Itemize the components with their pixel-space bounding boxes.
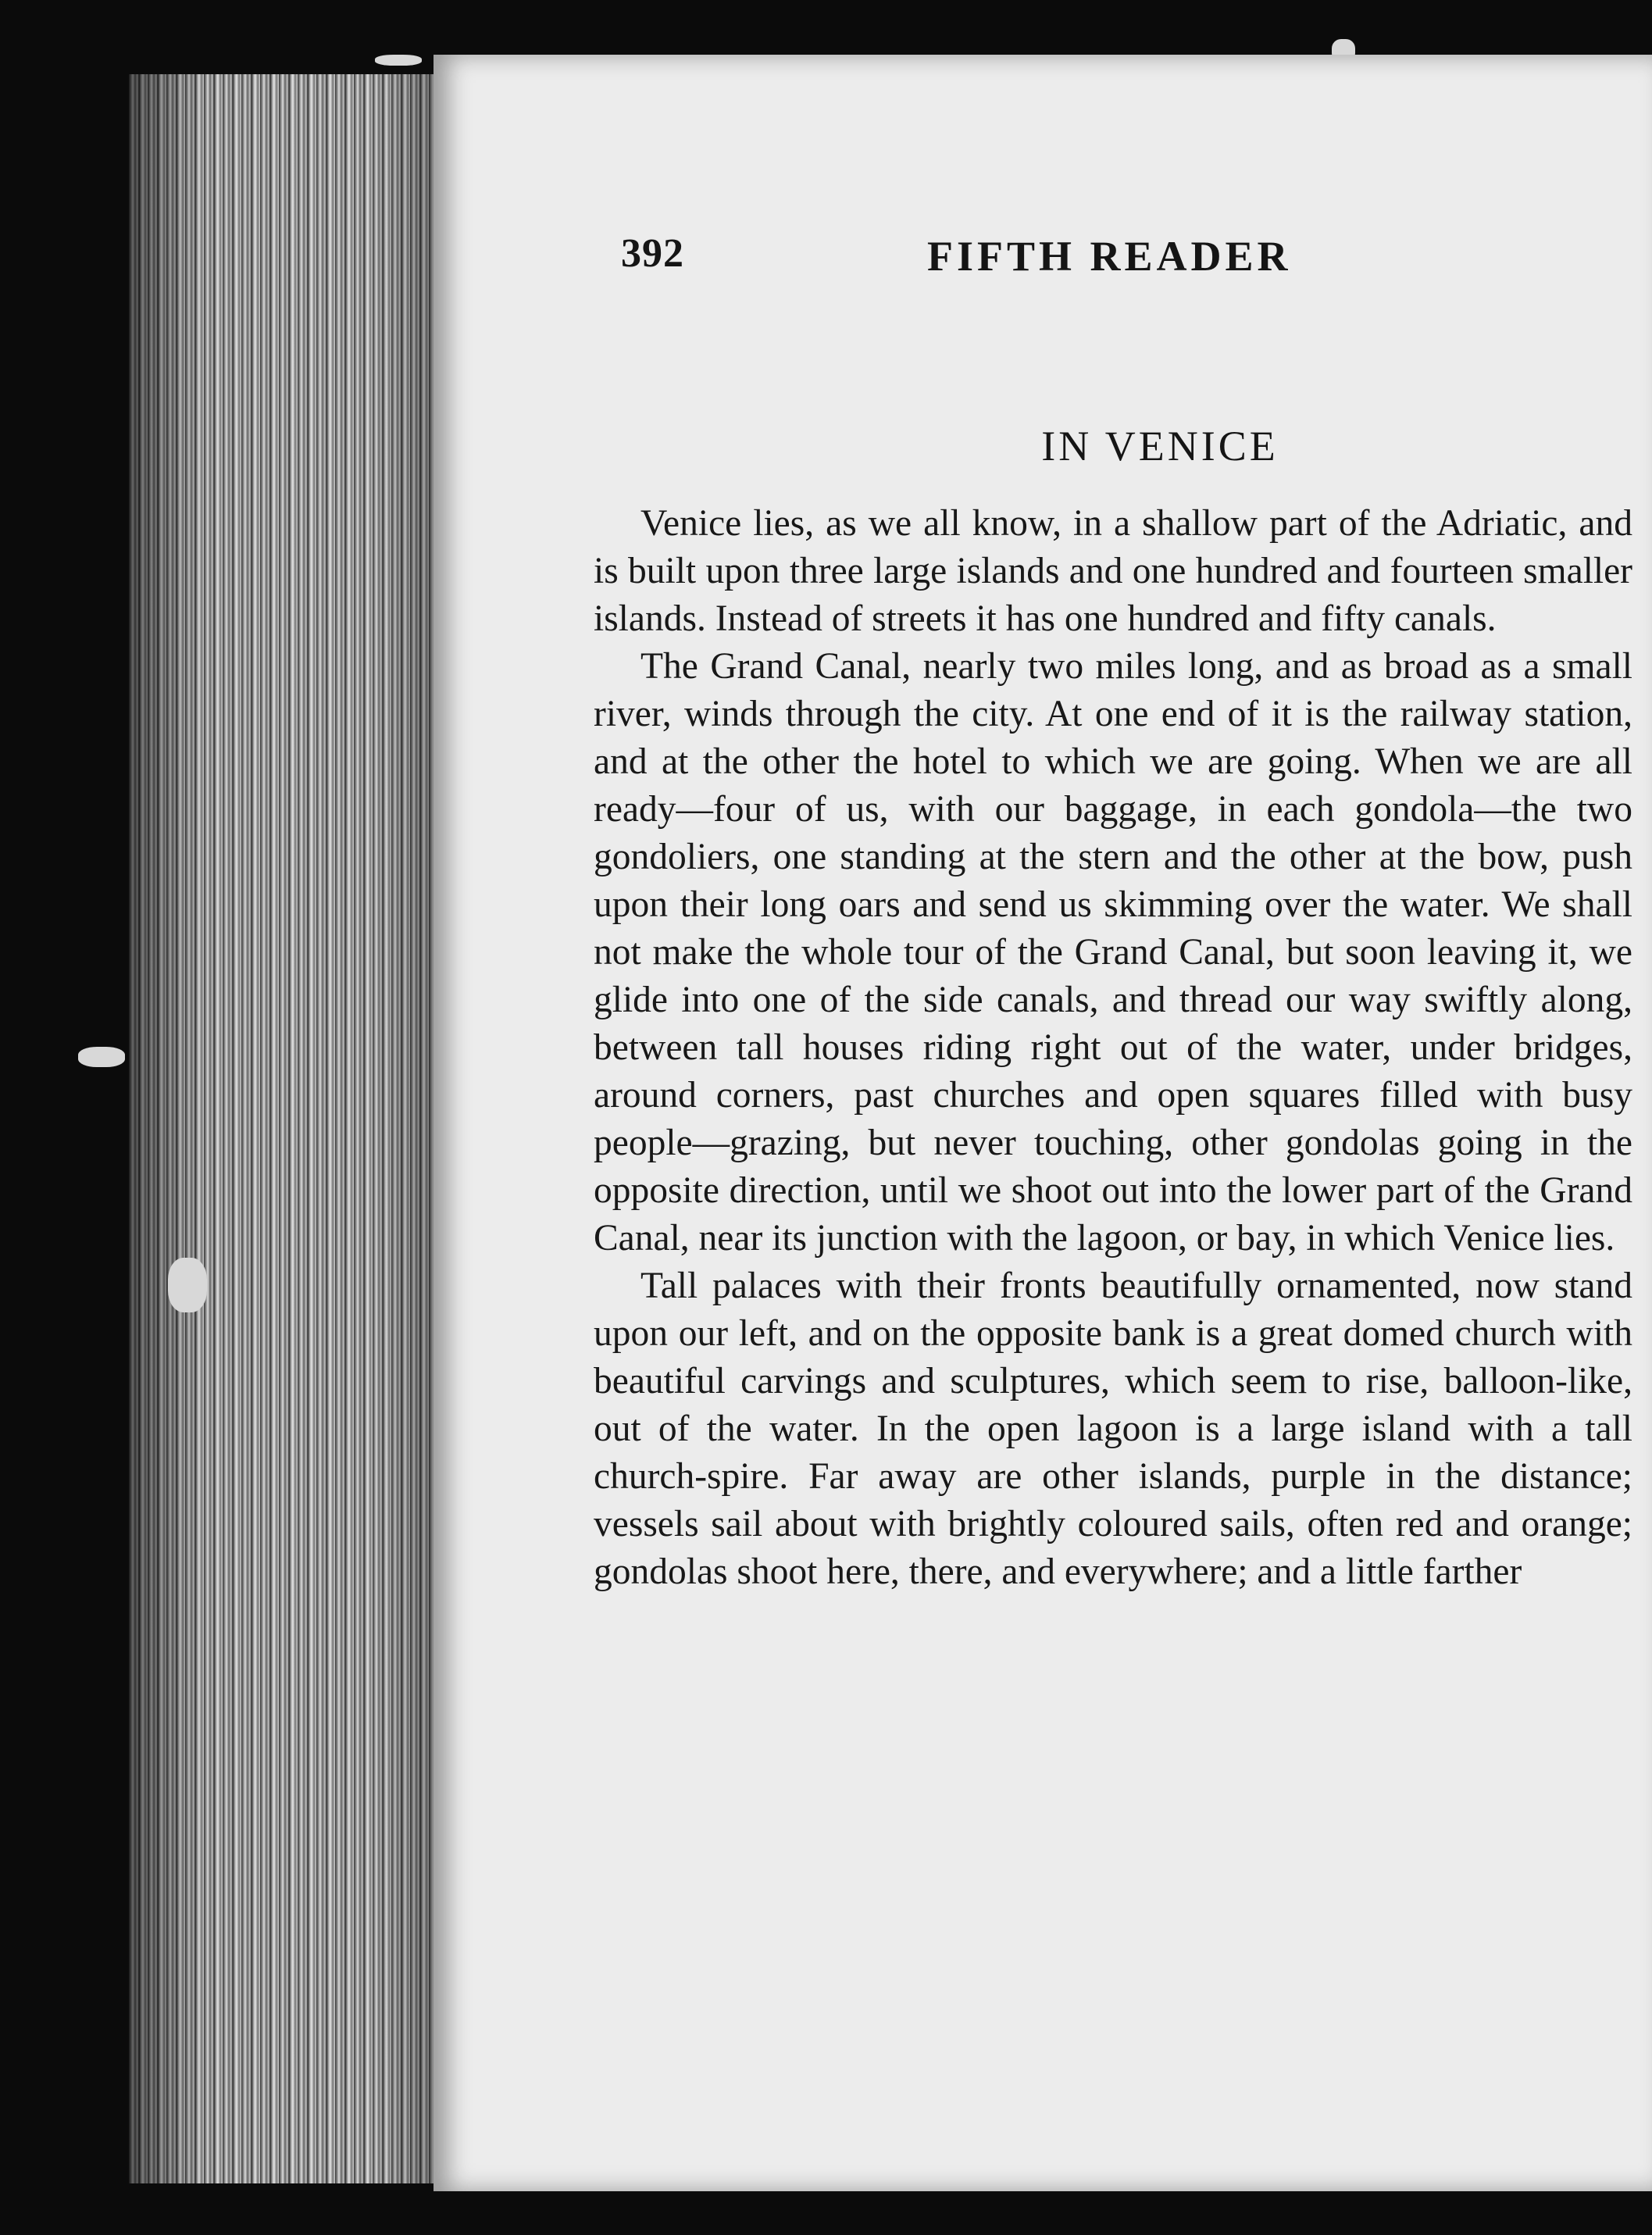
dust-speck	[78, 1047, 125, 1067]
book-page	[434, 55, 1652, 2191]
dust-speck	[375, 55, 422, 66]
paragraph: Venice lies, as we all know, in a shallow part of the Adriatic, and is built upon three large islands and one hundred and fourteen smaller islands. Instead of streets it has one hundred and fifty canals.	[594, 503, 1632, 639]
chapter-title: IN VENICE	[1041, 423, 1279, 469]
book-page-edges	[129, 74, 437, 2183]
dust-speck	[168, 1258, 207, 1312]
paragraph: The Grand Canal, nearly two miles long, and as broad as a small river, winds through the city. At one end of it is the railway station, and at the other the hotel to which we are going. When we are all ready—four of us, with our baggage, in each gondola—the two gondoliers, one standing at the stern and the other at the bow, push upon their long oars and send us skimming over the water. We shall not make the whole tour of the Grand Canal, but soon leaving it, we glide into one of the side canals, and thread our way swiftly along, between tall houses riding right out of the water, under bridges, around corners, past churches and open squares filled with busy people—grazing, but never touching, other gondolas going in the opposite direction, until we shoot out into the lower part of the Grand Canal, near its junction with the lagoon, or bay, in which Venice lies.	[594, 646, 1632, 1259]
body-text	[594, 500, 1632, 1596]
page-number: 392	[621, 231, 684, 276]
paragraph: Tall palaces with their fronts beautifully ornamented, now stand upon our left, and on the opposite bank is a great domed church with beautiful carvings and sculptures, which seem to rise, balloon-like, out of the water. In the open lagoon is a large island with a tall church-spire. Far away are other islands, purple in the distance; vessels sail about with brightly coloured sails, often red and orange; gondolas shoot here, there, and everywhere; and a little farther	[594, 1266, 1632, 1592]
running-head	[621, 230, 1629, 293]
running-title: FIFTH READER	[927, 233, 1292, 280]
